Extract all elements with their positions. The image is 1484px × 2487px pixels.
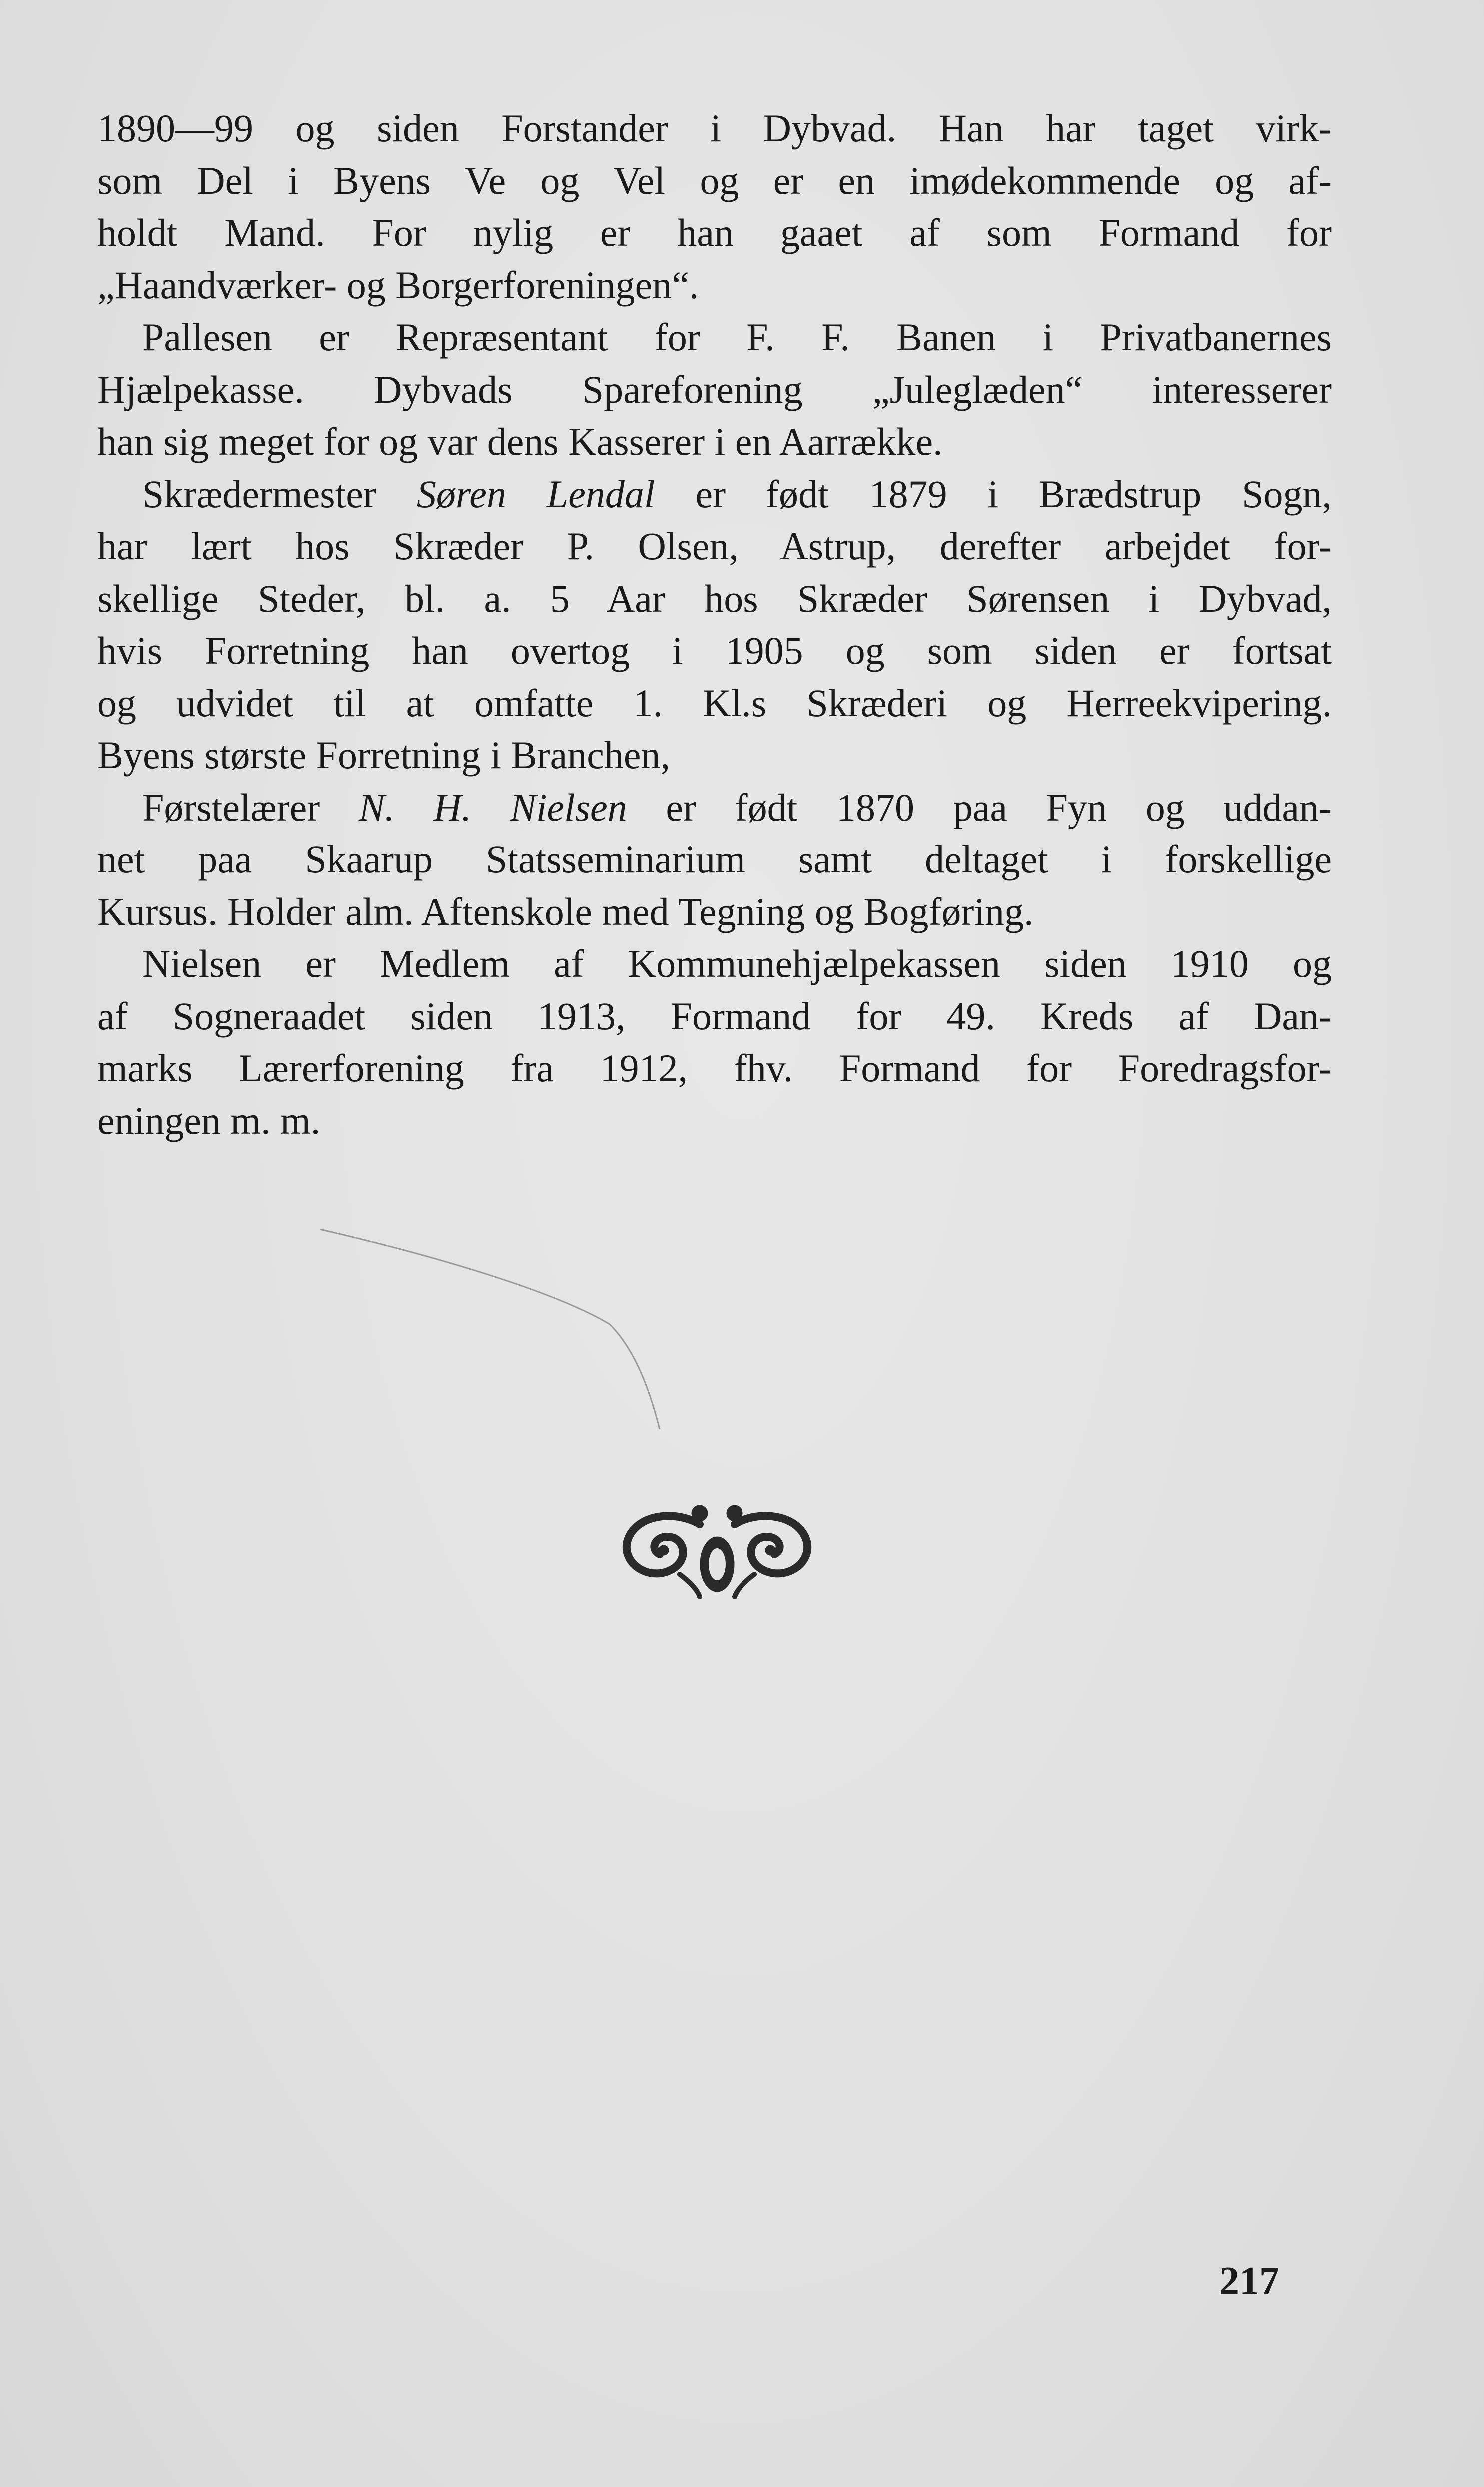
text-line: 1890—99 og siden Forstander i Dybvad. Han har taget virk- — [97, 106, 1332, 150]
text-line: Byens største Forretning i Branchen, — [97, 733, 670, 777]
text-line: Hjælpekasse. Dybvads Spareforening „Juleglæden“ interesserer — [97, 367, 1332, 411]
text-line: marks Lærerforening fra 1912, fhv. Formand for Foredragsfor- — [97, 1046, 1332, 1090]
text-line: hvis Forretning han overtog i 1905 og som siden er fortsat — [97, 629, 1332, 672]
text-line: net paa Skaarup Statsseminarium samt deltaget i forskellige — [97, 837, 1332, 881]
text-line: skellige Steder, bl. a. 5 Aar hos Skræder Sørensen i Dybvad, — [97, 576, 1332, 620]
text-line: af Sogneraadet siden 1913, Formand for 49. Kreds af Dan- — [97, 994, 1332, 1038]
person-name-nielsen: N. H. Nielsen — [358, 785, 627, 829]
paragraph-start-line — [97, 468, 1332, 521]
text-line: holdt Mand. For nylig er han gaaet af som Formand for — [97, 211, 1332, 254]
text-segment: er født 1879 i Brædstrup Sogn, — [695, 472, 1332, 516]
text-segment: Førstelærer — [142, 785, 320, 829]
body-text — [97, 102, 1332, 1147]
text-line: eningen m. m. — [97, 1098, 321, 1142]
paragraph-start-line — [97, 782, 1332, 834]
text-line: han sig meget for og var dens Kasserer i en Aarrække. — [97, 420, 943, 463]
text-line: Kursus. Holder alm. Aftenskole med Tegning og Bogføring. — [97, 889, 1034, 933]
text-line: „Haandværker- og Borgerforeningen“. — [97, 263, 699, 307]
paragraph-start-line: Pallesen er Repræsentant for F. F. Banen i Privatbanernes — [142, 315, 1332, 359]
person-name-lendal: Søren Lendal — [416, 472, 655, 516]
floral-vignette-icon — [620, 1494, 814, 1602]
paragraph-start-line: Nielsen er Medlem af Kommunehjælpekassen siden 1910 og — [142, 942, 1332, 985]
text-segment: er født 1870 paa Fyn og uddan- — [666, 785, 1332, 829]
text-line: som Del i Byens Ve og Vel og er en imødekommende og af- — [97, 158, 1332, 202]
text-segment: Skrædermester — [142, 472, 376, 516]
text-line: har lært hos Skræder P. Olsen, Astrup, derefter arbejdet for- — [97, 524, 1332, 568]
text-line: og udvidet til at omfatte 1. Kl.s Skræderi og Herreekvipering. — [97, 681, 1332, 725]
page-number: 217 — [1219, 2259, 1279, 2303]
